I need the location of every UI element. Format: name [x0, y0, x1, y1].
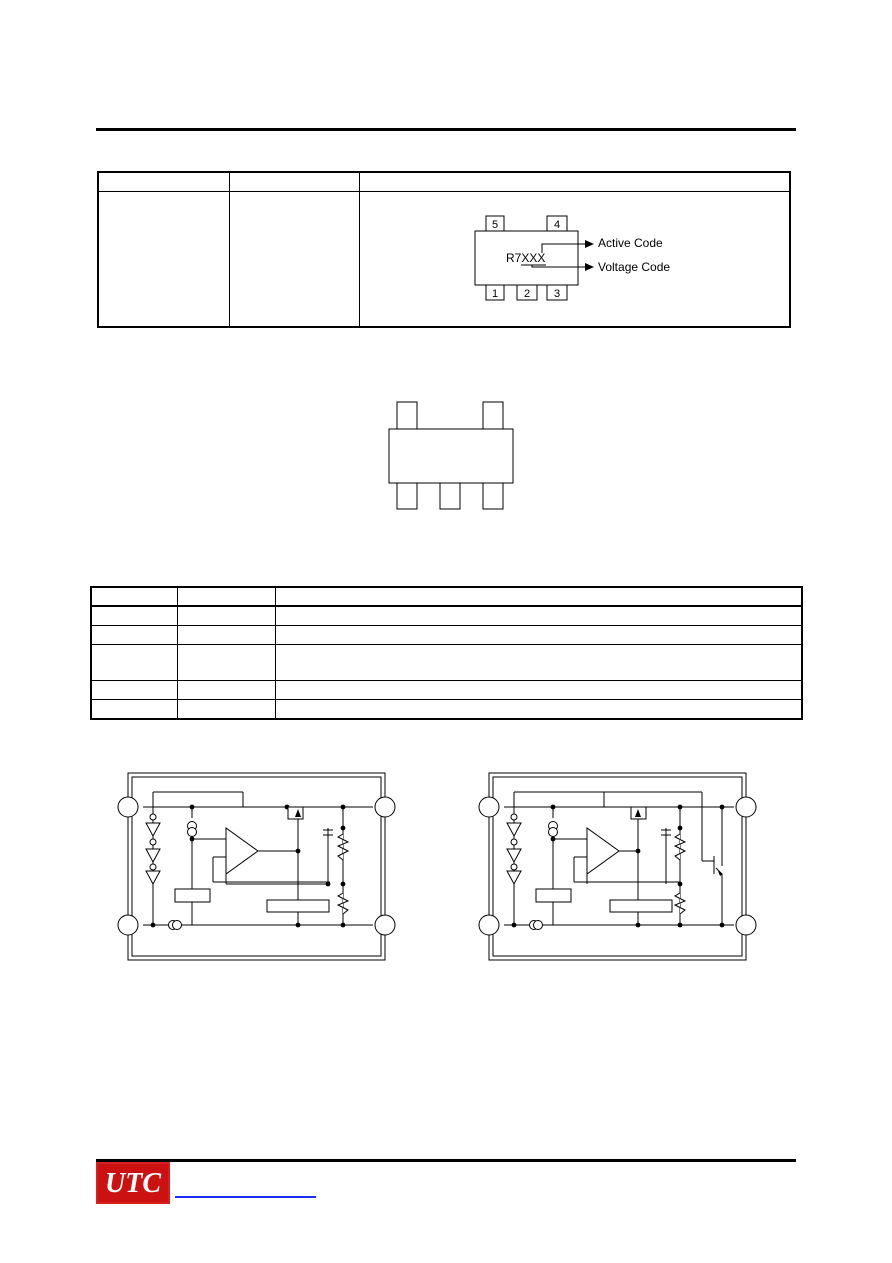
pin-table-cell [91, 606, 178, 625]
package-top-pin-right [483, 402, 503, 429]
pin-table-cell [178, 644, 276, 680]
marking-part-code: R7XXX [506, 251, 546, 265]
pin-table-cell [276, 625, 803, 644]
pin-table-cell [276, 644, 803, 680]
package-top-pin-left [397, 402, 417, 429]
utc-logo-text: UTC [105, 1168, 161, 1199]
pin-table-cell [91, 680, 178, 699]
header-rule [96, 128, 796, 131]
active-code-label: Active Code [598, 236, 663, 250]
active-code-arrow [585, 240, 594, 248]
terminal-b-bottom-right [736, 915, 756, 935]
pin-table-header-cell [276, 587, 803, 606]
pin-table-cell [178, 699, 276, 719]
utc-logo [96, 1162, 170, 1204]
pin-table-cell [178, 625, 276, 644]
terminal-a-top-right [375, 797, 395, 817]
block-diagram-b [476, 770, 761, 965]
pin-table-cell [178, 680, 276, 699]
package-body [389, 429, 513, 483]
table-row [91, 625, 802, 644]
table-row [91, 699, 802, 719]
pin-table-cell [91, 644, 178, 680]
pin-table-cell [276, 680, 803, 699]
footer-rule [96, 1159, 796, 1162]
package-bottom-pin-3 [483, 483, 503, 509]
terminal-b-top-right [736, 797, 756, 817]
terminal-b-bottom-left [479, 915, 499, 935]
marking-body-cell-1 [98, 191, 230, 327]
error-amplifier-b [587, 828, 619, 874]
pin-description-table [90, 586, 803, 720]
pin-table-header-cell [178, 587, 276, 606]
marking-pin-3-label: 3 [553, 288, 561, 300]
package-bottom-pin-2 [440, 483, 460, 509]
table-row [91, 606, 802, 625]
terminal-a-bottom-right [375, 915, 395, 935]
marking-body-cell-2 [230, 191, 360, 327]
voltage-code-arrow [585, 263, 594, 271]
terminal-a-top-left [118, 797, 138, 817]
footer-website-link[interactable] [175, 1196, 316, 1198]
pin-table-header-row [91, 587, 802, 606]
marking-pin-4-label: 4 [553, 219, 561, 231]
block-diagram-a [115, 770, 400, 965]
marking-diagram [470, 210, 700, 305]
voltage-code-label: Voltage Code [598, 260, 671, 274]
marking-pin-2-label: 2 [523, 288, 531, 300]
pin-table-cell [178, 606, 276, 625]
marking-header-cell-2 [230, 172, 360, 191]
marking-header-cell-1 [98, 172, 230, 191]
package-outline [385, 400, 520, 512]
table-row [91, 644, 802, 680]
pin-table-cell [276, 699, 803, 719]
package-bottom-pin-1 [397, 483, 417, 509]
pin-table-cell [91, 625, 178, 644]
pin-table-header-cell [91, 587, 178, 606]
terminal-a-bottom-left [118, 915, 138, 935]
terminal-b-top-left [479, 797, 499, 817]
marking-pin-5-label: 5 [491, 219, 499, 231]
error-amplifier-a [226, 828, 258, 874]
pin-table-cell [276, 606, 803, 625]
pin-table-cell [91, 699, 178, 719]
marking-header-cell-3 [360, 172, 791, 191]
marking-pin-1-label: 1 [491, 288, 499, 300]
table-row [91, 680, 802, 699]
